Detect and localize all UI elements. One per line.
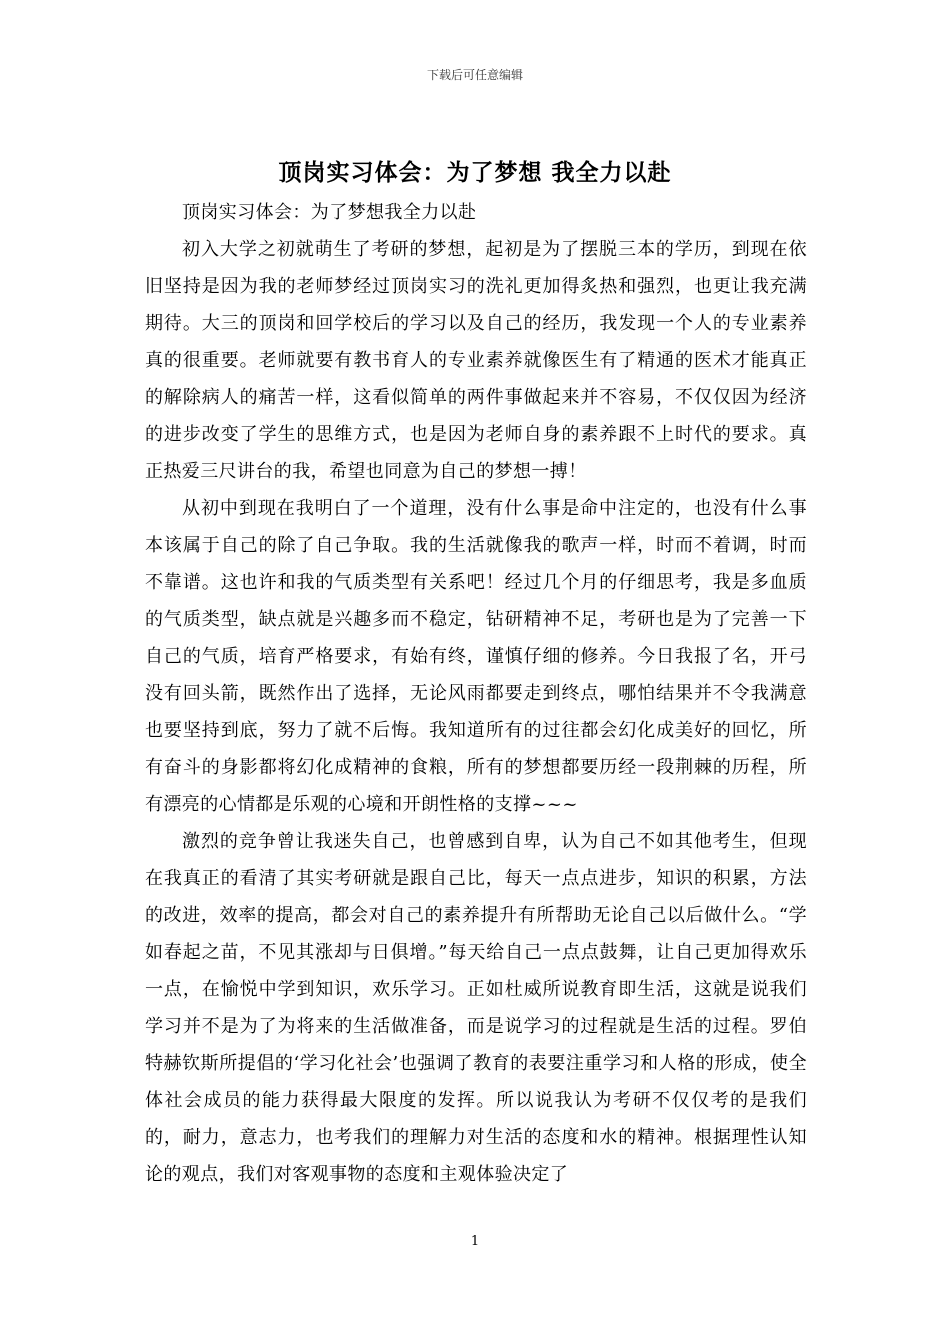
page-number: 1	[470, 1234, 480, 1249]
body-paragraph-3: 激烈的竞争曾让我迷失自己，也曾感到自卑，认为自己不如其他考生，但现在我真正的看清了其实考研就是跟自己比，每天一点点进步，知识的积累，方法的改进，效率的提高，都会对自己的素养提升有所帮助无论自己以后做什么。“学如春起之苗，不见其涨却与日俱增。”每天给自己一点点鼓舞，让自己更加得欢乐一点，在愉悦中学到知识，欢乐学习。正如杜威所说教育即生活，这就是说我们学习并不是为了为将来的生活做准备，而是说学习的过程就是生活的过程。罗伯特赫钦斯所提倡的‘学习化社会’也强调了教育的表要注重学习和人格的形成，使全体社会成员的能力获得最大限度的发挥。所以说我认为考研不仅仅考的是我们的，耐力，意志力，也考我们的理解力对生活的态度和水的精神。根据理性认知论的观点，我们对客观事物的态度和主观体验决定了	[145, 831, 807, 1185]
body-paragraph-1: 初入大学之初就萌生了考研的梦想，起初是为了摆脱三本的学历，到现在依旧坚持是因为我的老师梦经过顶岗实习的洗礼更加得炙热和强烈，也更让我充满期待。大三的顶岗和回学校后的学习以及自己的经历，我发现一个人的专业素养真的很重要。老师就要有教书育人的专业素养就像医生有了精通的医术才能真正的解除病人的痛苦一样，这看似简单的两件事做起来并不容易，不仅仅因为经济的进步改变了学生的思维方式，也是因为老师自身的素养跟不上时代的要求。真正热爱三尺讲台的我，希望也同意为自己的梦想一搏！	[145, 239, 807, 482]
document-title: 顶岗实习体会：为了梦想 我全力以赴	[278, 159, 672, 186]
subtitle-paragraph: 顶岗实习体会：为了梦想我全力以赴	[182, 202, 477, 223]
body-paragraph-2: 从初中到现在我明白了一个道理，没有什么事是命中注定的，也没有什么事本该属于自己的除了自己争取。我的生活就像我的歌声一样，时而不着调，时而不靠谱。这也许和我的气质类型有关系吧！经过几个月的仔细思考，我是多血质的气质类型，缺点就是兴趣多而不稳定，钻研精神不足，考研也是为了完善一下自己的气质，培育严格要求，有始有终，谨慎仔细的修养。今日我报了名，开弓没有回头箭，既然作出了选择，无论风雨都要走到终点，哪怕结果并不令我满意也要坚持到底，努力了就不后悔。我知道所有的过往都会幻化成美好的回忆，所有奋斗的身影都将幻化成精神的食粮，所有的梦想都要历经一段荆棘的历程，所有漂亮的心情都是乐观的心境和开朗性格的支撑~~~	[145, 498, 807, 815]
document-body	[145, 194, 807, 1193]
page-header-note: 下载后可任意编辑	[426, 68, 523, 82]
